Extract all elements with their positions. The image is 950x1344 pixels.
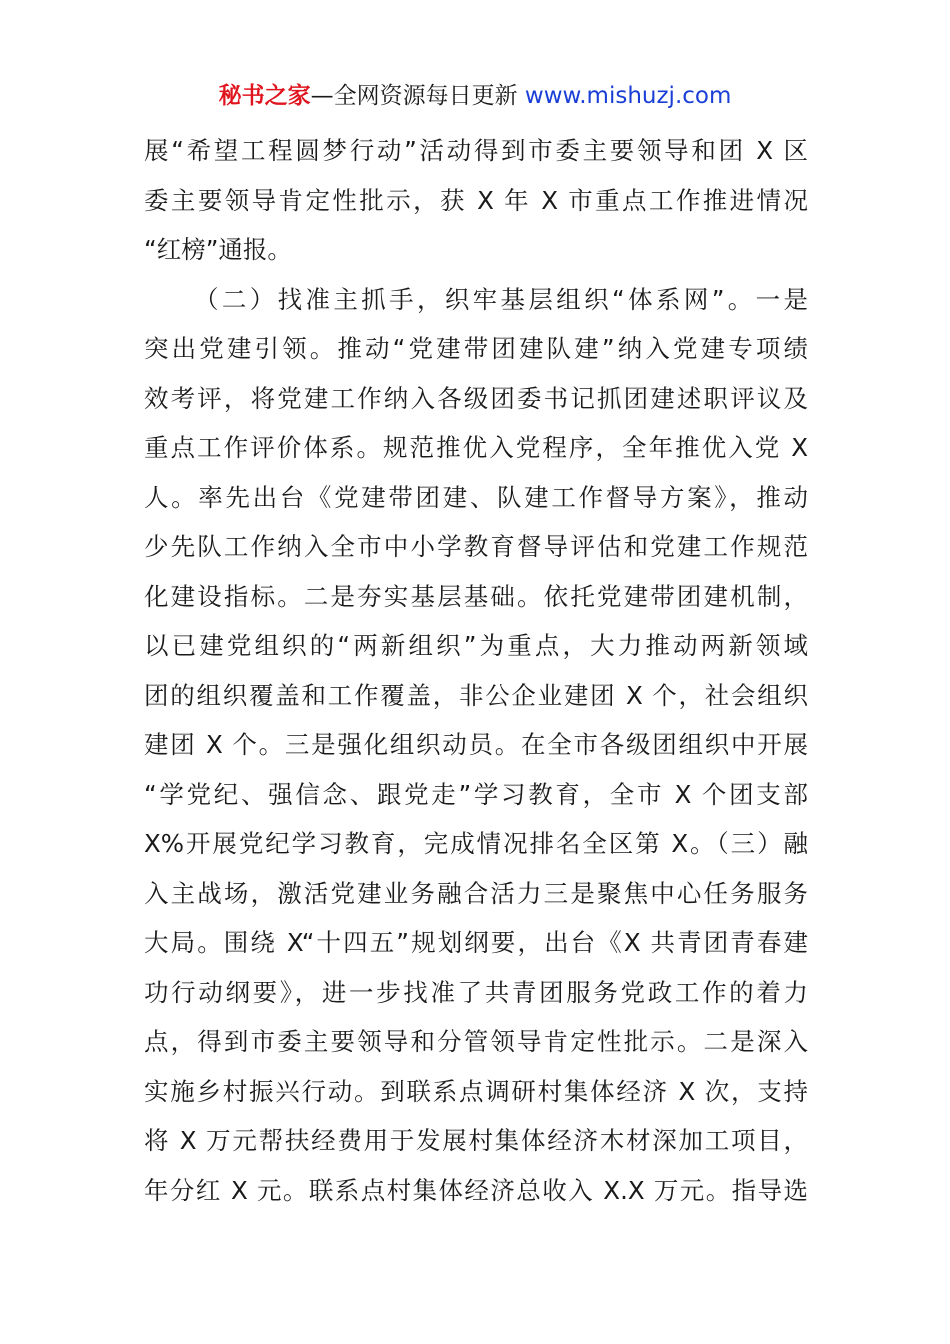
text-line: 展“希望工程圆梦行动”活动得到市委主要领导和团 X 区 — [144, 136, 808, 165]
text-line: 大局。围绕 X“十四五”规划纲要，出台《X 共青团青春建 — [144, 928, 808, 957]
body-text — [144, 126, 808, 1215]
text-line: 以已建党组织的“两新组织”为重点，大力推动两新领域 — [144, 631, 808, 660]
page-header — [0, 80, 950, 112]
paragraph-start-line: （二）找准主抓手，织牢基层组织“体系网”。一是 — [194, 284, 808, 314]
text-line: 入主战场，激活党建业务融合活力三是聚焦中心任务服务 — [144, 878, 808, 908]
text-line: 实施乡村振兴行动。到联系点调研村集体经济 X 次，支持 — [144, 1076, 808, 1106]
text-line: “学党纪、强信念、跟党走”学习教育，全市 X 个团支部 — [144, 779, 808, 809]
text-line: 重点工作评价体系。规范推优入党程序，全年推优入党 X — [144, 433, 808, 462]
text-line: “红榜”通报。 — [144, 235, 292, 264]
text-line: 化建设指标。二是夯实基层基础。依托党建带团建机制， — [144, 581, 808, 611]
header-tagline: —全网资源每日更新 — [310, 83, 525, 109]
text-line: 功行动纲要》，进一步找准了共青团服务党政工作的着力 — [144, 977, 808, 1007]
text-line: 效考评，将党建工作纳入各级团委书记抓团建述职评议及 — [144, 383, 808, 413]
text-line: X%开展党纪学习教育，完成情况排名全区第 X。（三）融 — [144, 829, 808, 858]
text-line: 委主要领导肯定性批示，获 X 年 X 市重点工作推进情况 — [144, 185, 808, 215]
text-line: 建团 X 个。三是强化组织动员。在全市各级团组织中开展 — [144, 730, 808, 759]
text-line: 突出党建引领。推动“党建带团建队建”纳入党建专项绩 — [144, 334, 808, 363]
text-line: 点，得到市委主要领导和分管领导肯定性批示。二是深入 — [144, 1027, 808, 1056]
header-site-link[interactable]: www.mishuzj.com — [524, 83, 732, 109]
text-line: 团的组织覆盖和工作覆盖，非公企业建团 X 个，社会组织 — [144, 680, 808, 710]
text-line: 人。率先出台《党建带团建、队建工作督导方案》，推动 — [144, 482, 808, 512]
text-line: 少先队工作纳入全市中小学教育督导评估和党建工作规范 — [144, 532, 808, 561]
text-line: 年分红 X 元。联系点村集体经济总收入 X.X 万元。指导选 — [144, 1175, 808, 1205]
header-brand: 秘书之家 — [218, 83, 311, 109]
text-line: 将 X 万元帮扶经费用于发展村集体经济木材深加工项目， — [144, 1126, 808, 1155]
